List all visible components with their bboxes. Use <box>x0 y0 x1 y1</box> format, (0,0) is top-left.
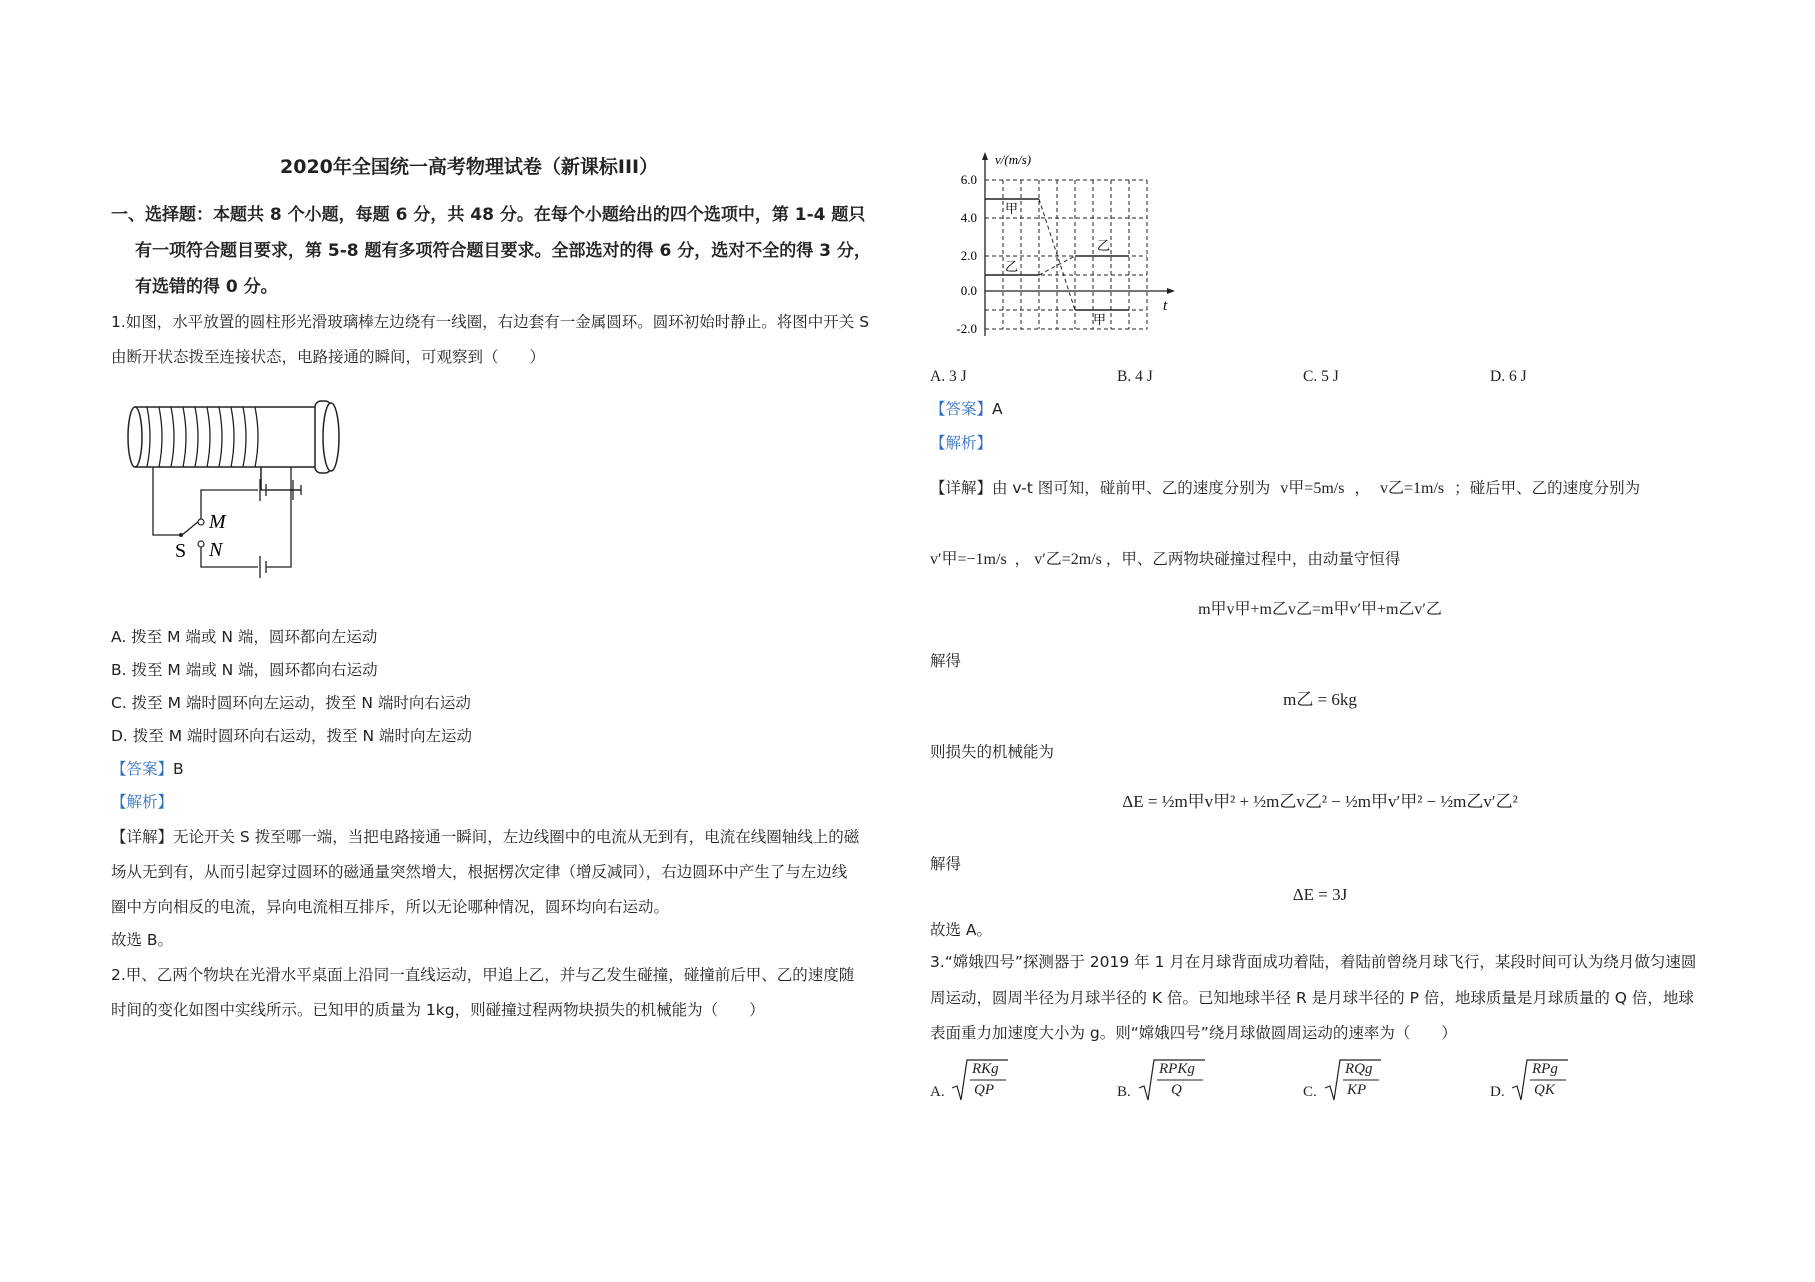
y-axis-label: v/(m/s) <box>995 152 1032 167</box>
answer-value: B <box>173 760 184 778</box>
q1-detail-line-3: 圈中方向相反的电流，异向电流相互排斥，所以无论哪种情况，圆环均向右运动。 <box>111 898 670 916</box>
numerator: RPKg <box>1159 1061 1195 1077</box>
eq-v-jia: v甲=5m/s <box>1280 480 1345 497</box>
y-tick-0: 0.0 <box>960 283 977 298</box>
q2-detail-line-1: 【详解】由 v-t 图可知，碰前甲、乙的速度分别为 v甲=5m/s ， v乙=1m/s ；碰后甲、乙的速度分别为 <box>930 479 1641 497</box>
q1-option-b: B. 拨至 M 端或 N 端，圆环都向右运动 <box>111 661 378 679</box>
denominator: Q <box>1171 1082 1182 1098</box>
y-tick-neg2: -2.0 <box>956 321 977 336</box>
q1-detail-line-1: 【详解】无论开关 S 拨至哪一端，当把电路接通一瞬间，左边线圈中的电流从无到有，电流在线圈轴线上的磁 <box>111 828 860 846</box>
detail-text-2: ；碰后甲、乙的速度分别为 <box>1454 479 1641 497</box>
section-header-line-2: 有一项符合题目要求，第 5-8 题有多项符合题目要求。全部选对的得 6 分，选对不全的得 3 分， <box>135 241 871 261</box>
q1-detail-line-2: 场从无到有，从而引起穿过圆环的磁通量突然增大，根据楞次定律（增反减同），右边圆环中产生了与左边线 <box>111 863 848 881</box>
detail-text-3: ，甲、乙两物块碰撞过程中，由动量守恒得 <box>1105 550 1401 568</box>
q1-stem-line-1: 1.如图，水平放置的圆柱形光滑玻璃棒左边绕有一线圈，右边套有一金属圆环。圆环初始时静止。将图中开关 S <box>111 313 870 331</box>
eq-momentum: m甲v甲+m乙v乙=m甲v′甲+m乙v′乙 <box>1198 601 1442 618</box>
q1-answer <box>111 758 184 780</box>
denominator: QK <box>1534 1082 1555 1098</box>
section-header-line-3: 有选错的得 0 分。 <box>135 277 278 297</box>
numerator: RQg <box>1345 1061 1373 1077</box>
label-jia: 甲 <box>1005 201 1019 216</box>
answer-label: 【答案】 <box>930 400 993 418</box>
detail-text: 【详解】由 v-t 图可知，碰前甲、乙的速度分别为 <box>930 479 1271 497</box>
q1-option-c: C. 拨至 M 端时圆环向左运动，拨至 N 端时向右运动 <box>111 694 471 712</box>
answer-value: A <box>992 400 1003 418</box>
option-label: D. <box>1490 1084 1505 1100</box>
q2-solve-1: 解得 <box>930 652 962 670</box>
y-tick-2: 2.0 <box>960 248 977 263</box>
q2-answer <box>930 398 1003 420</box>
q2-detail-line-2: v′甲=−1m/s ， v′乙=2m/s ，甲、乙两物块碰撞过程中，由动量守恒得 <box>930 550 1401 568</box>
eq-v-yi-after: v′乙=2m/s <box>1034 551 1102 568</box>
q2-option-b: B. 4 J <box>1117 368 1153 385</box>
eq-energy: ΔE = ½m甲v甲² + ½m乙v乙² − ½m甲v′甲² − ½m乙v′乙² <box>1122 792 1518 811</box>
label-n: N <box>209 539 223 561</box>
option-label: A. <box>930 1084 945 1100</box>
answer-label: 【答案】 <box>111 760 174 778</box>
q2-option-a: A. 3 J <box>930 368 967 385</box>
q1-option-d: D. 拨至 M 端时圆环向右运动，拨至 N 端时向左运动 <box>111 727 472 745</box>
vt-graph <box>945 146 1185 346</box>
label-m: M <box>209 511 226 533</box>
eq-mass: m乙 = 6kg <box>1283 690 1357 709</box>
y-tick-6: 6.0 <box>960 172 977 187</box>
solenoid-circuit-figure <box>125 395 385 595</box>
y-tick-4: 4.0 <box>960 210 977 225</box>
numerator: RKg <box>972 1061 999 1077</box>
q2-solve-2: 解得 <box>930 855 962 873</box>
q2-loss-text: 则损失的机械能为 <box>930 743 1055 761</box>
q1-option-a: A. 拨至 M 端或 N 端，圆环都向左运动 <box>111 628 378 646</box>
q1-analysis-label: 【解析】 <box>111 793 174 811</box>
label-jia-after: 甲 <box>1093 312 1107 327</box>
label-yi-after: 乙 <box>1097 238 1111 253</box>
denominator: QP <box>974 1082 994 1098</box>
option-label: B. <box>1117 1084 1131 1100</box>
q3-stem-line-2: 周运动，圆周半径为月球半径的 K 倍。已知地球半径 R 是月球半径的 P 倍，地球质量是月球质量的 Q 倍，地球 <box>930 989 1694 1007</box>
q2-option-d: D. 6 J <box>1490 368 1527 385</box>
label-yi-before: 乙 <box>1005 259 1019 274</box>
eq-result: ΔE = 3J <box>1292 885 1348 904</box>
q3-stem-line-1: 3.“嫦娥四号”探测器于 2019 年 1 月在月球背面成功着陆，着陆前曾绕月球飞行，某段时间可认为绕月做匀速圆 <box>930 953 1697 971</box>
q2-option-c: C. 5 J <box>1303 368 1339 385</box>
label-s: S <box>175 540 187 562</box>
q1-detail-line-4: 故选 B。 <box>111 931 174 949</box>
section-header-line-1: 一、选择题：本题共 8 个小题，每题 6 分，共 48 分。在每个小题给出的四个选项中，第 1-4 题只 <box>111 205 866 225</box>
q2-stem-line-2: 时间的变化如图中实线所示。已知甲的质量为 1kg，则碰撞过程两物块损失的机械能为（ ） <box>111 1001 765 1019</box>
x-axis-label: t <box>1163 298 1168 314</box>
q3-stem-line-3: 表面重力加速度大小为 g。则“嫦娥四号”绕月球做圆周运动的速率为（ ） <box>930 1024 1457 1042</box>
q2-stem-line-1: 2.甲、乙两个物块在光滑水平桌面上沿同一直线运动，甲追上乙，并与乙发生碰撞，碰撞前后甲、乙的速度随 <box>111 966 855 984</box>
numerator: RPg <box>1532 1061 1558 1077</box>
denominator: KP <box>1347 1082 1367 1098</box>
eq-v-jia-after: v′甲=−1m/s <box>930 551 1007 568</box>
page-title: 2020年全国统一高考物理试卷（新课标III） <box>280 156 659 178</box>
eq-v-yi: v乙=1m/s <box>1379 480 1445 497</box>
q1-stem-line-2: 由断开状态拨至连接状态，电路接通的瞬间，可观察到（ ） <box>111 348 546 366</box>
q2-conclusion: 故选 A。 <box>930 921 993 939</box>
q2-analysis-label: 【解析】 <box>930 434 993 452</box>
option-label: C. <box>1303 1084 1317 1100</box>
